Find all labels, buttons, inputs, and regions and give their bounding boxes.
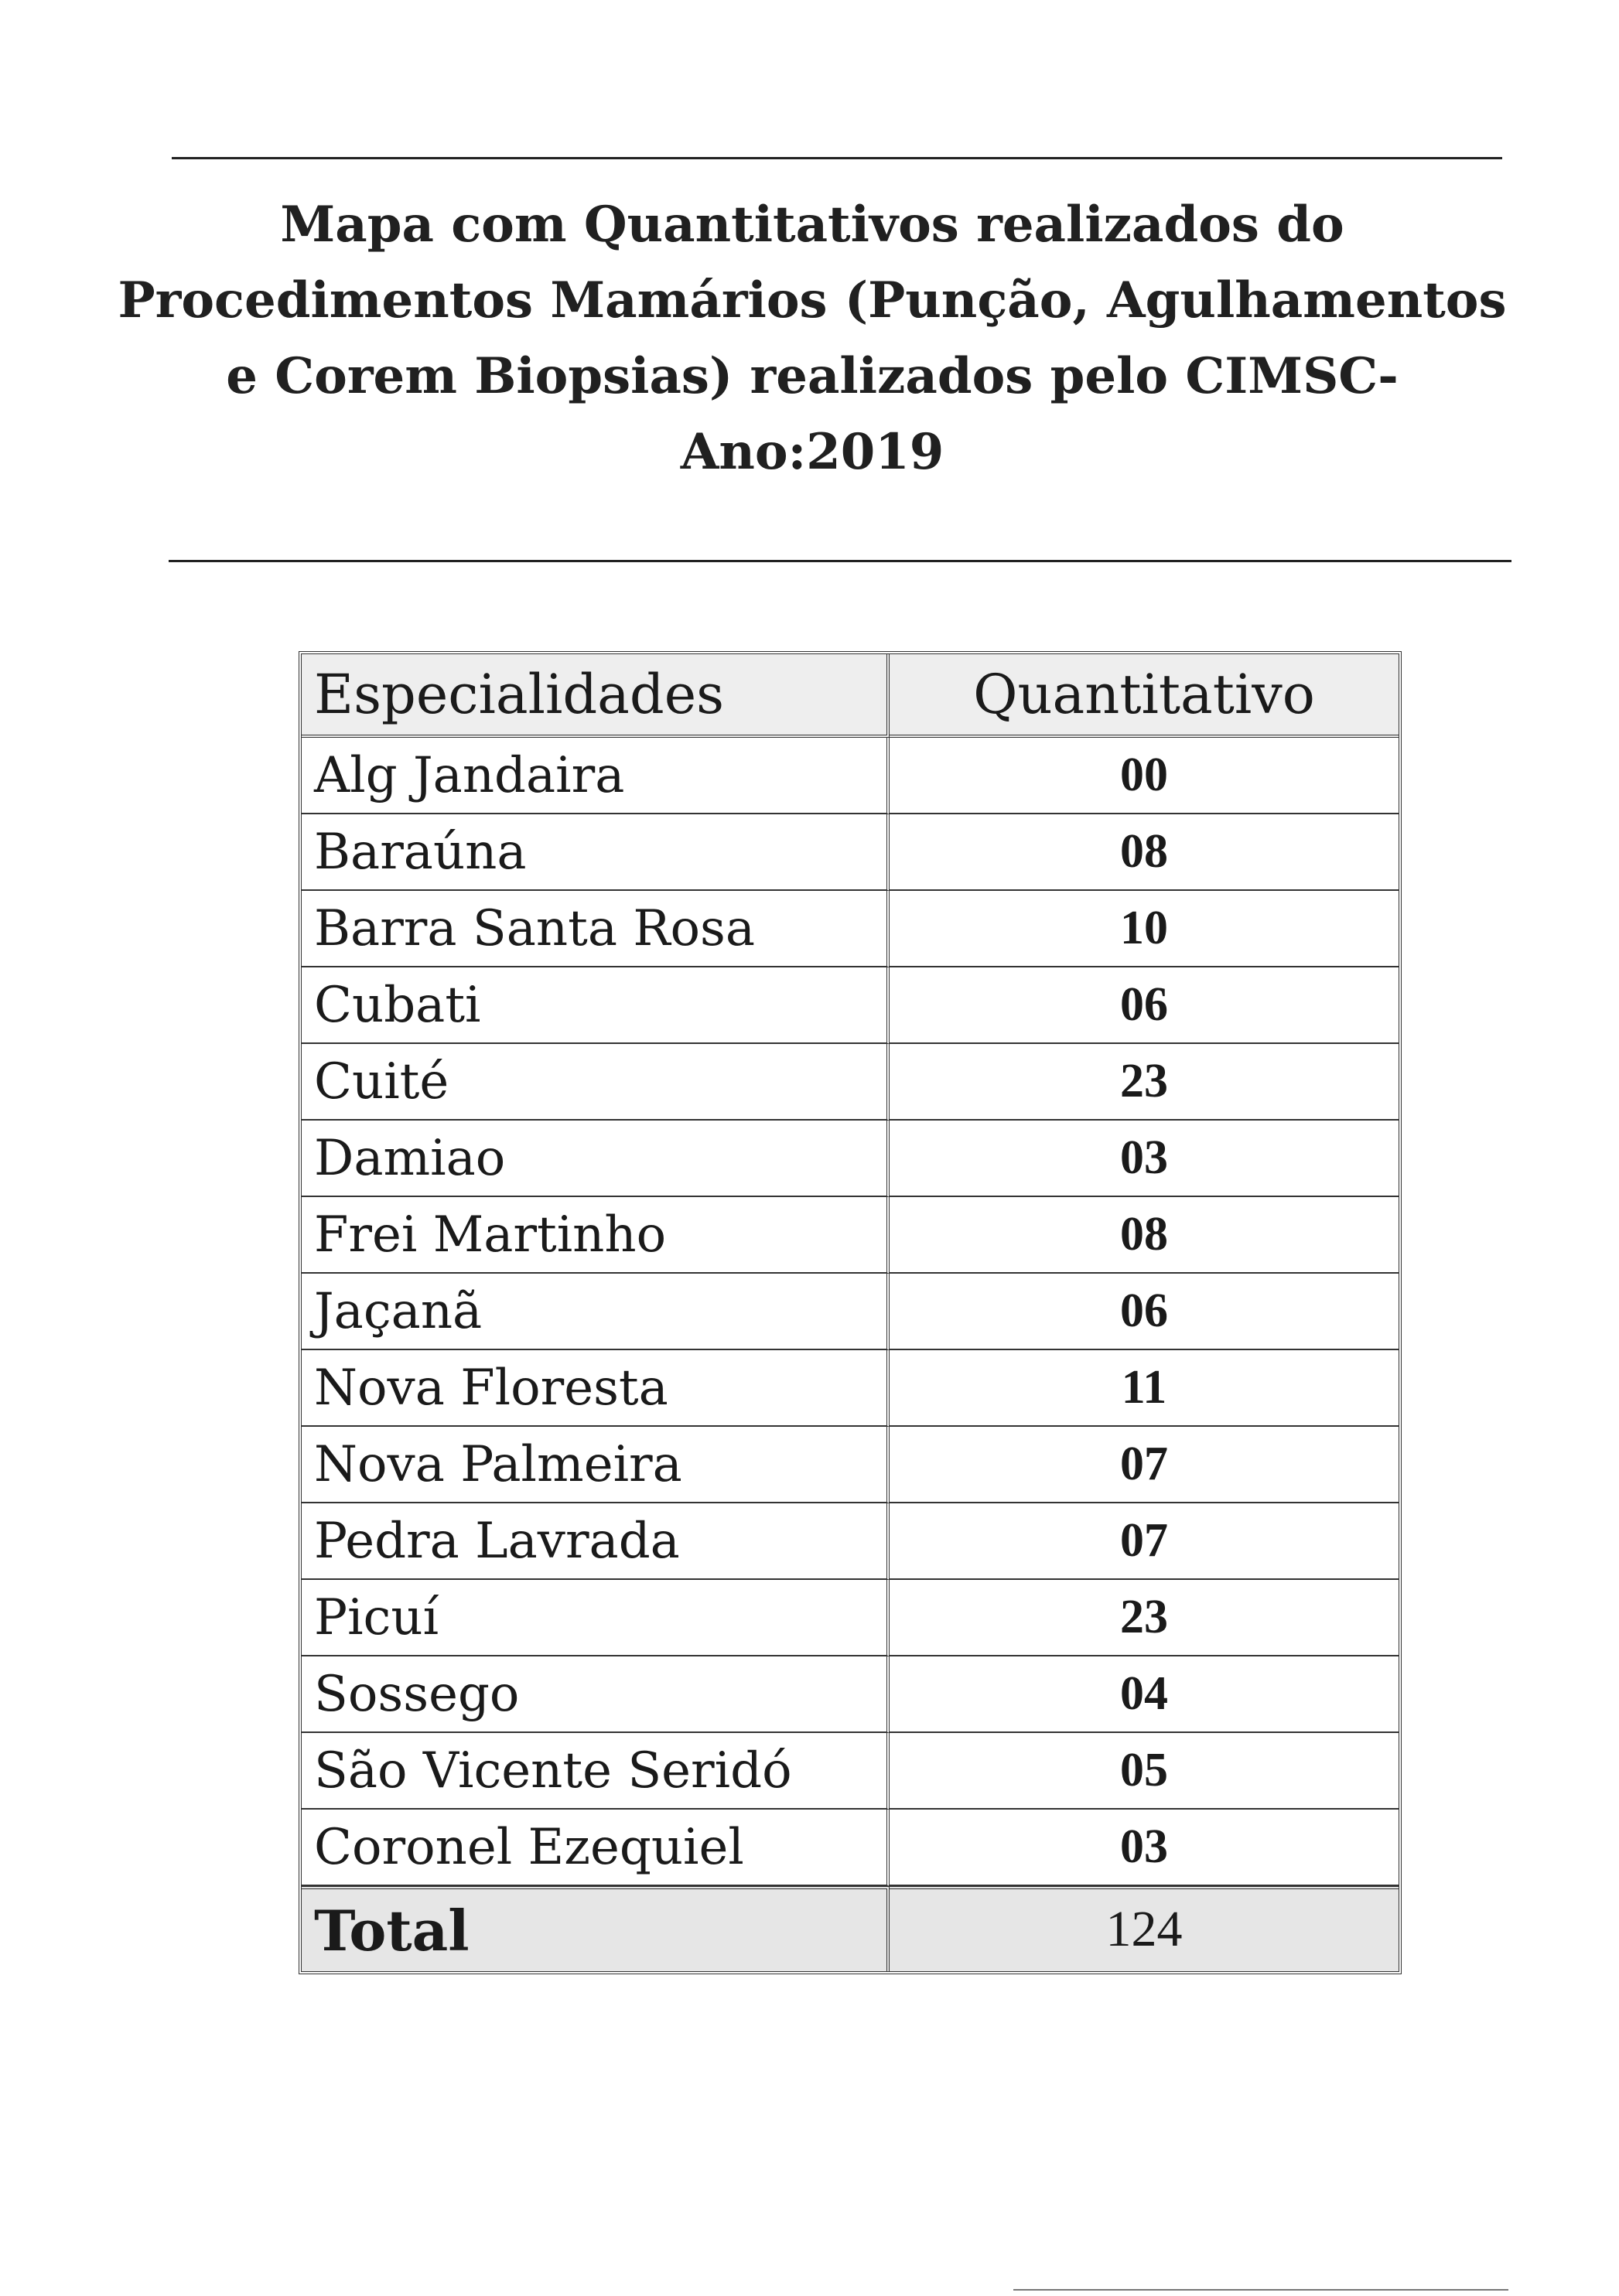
total-row [302,1886,1399,1971]
row-value: 07 [890,1427,1399,1503]
row-name: Nova Floresta [302,1350,890,1427]
table-row [302,891,1399,967]
row-value: 05 [890,1733,1399,1810]
row-name: Baraúna [302,814,890,891]
row-value: 08 [890,1197,1399,1274]
top-divider [172,157,1502,159]
document-title: Mapa com Quantitativos realizados do Procedimentos Mamários (Punção, Agulhamentos e Corem Biopsias) realizados pelo CIMSC- Ano:2019 [118,196,1507,481]
table-row [302,1810,1399,1886]
total-label: Total [302,1886,890,1971]
row-value: 10 [890,891,1399,967]
row-value: 11 [890,1350,1399,1427]
table-row [302,1656,1399,1733]
row-value: 03 [890,1810,1399,1886]
row-name: Damiao [302,1121,890,1197]
row-value: 23 [890,1044,1399,1121]
table-row [302,738,1399,814]
row-value: 06 [890,1274,1399,1350]
row-name: Nova Palmeira [302,1427,890,1503]
row-name: Cubati [302,967,890,1044]
header-quantitativo: Quantitativo [890,654,1399,738]
procedures-table [299,651,1402,1974]
row-name: Alg Jandaira [302,738,890,814]
row-value: 06 [890,967,1399,1044]
table-row [302,1121,1399,1197]
row-value: 08 [890,814,1399,891]
row-name: Frei Martinho [302,1197,890,1274]
table-row [302,1350,1399,1427]
table-row [302,1580,1399,1656]
row-name: Sossego [302,1656,890,1733]
row-value: 03 [890,1121,1399,1197]
title-bottom-divider [169,560,1511,562]
total-value: 124 [890,1886,1399,1971]
row-name: Barra Santa Rosa [302,891,890,967]
row-value: 00 [890,738,1399,814]
table-row [302,967,1399,1044]
row-name: São Vicente Seridó [302,1733,890,1810]
row-value: 07 [890,1503,1399,1580]
table-row [302,814,1399,891]
table-row [302,1427,1399,1503]
header-especialidades: Especialidades [302,654,890,738]
row-name: Jaçanã [302,1274,890,1350]
row-name: Cuité [302,1044,890,1121]
row-name: Coronel Ezequiel [302,1810,890,1886]
footer-divider [1013,2289,1508,2291]
table-row [302,1733,1399,1810]
row-name: Pedra Lavrada [302,1503,890,1580]
table-row [302,1197,1399,1274]
row-value: 04 [890,1656,1399,1733]
table-row [302,1503,1399,1580]
table-row [302,1044,1399,1121]
row-value: 23 [890,1580,1399,1656]
table-header-row [302,654,1399,738]
row-name: Picuí [302,1580,890,1656]
table-row [302,1274,1399,1350]
